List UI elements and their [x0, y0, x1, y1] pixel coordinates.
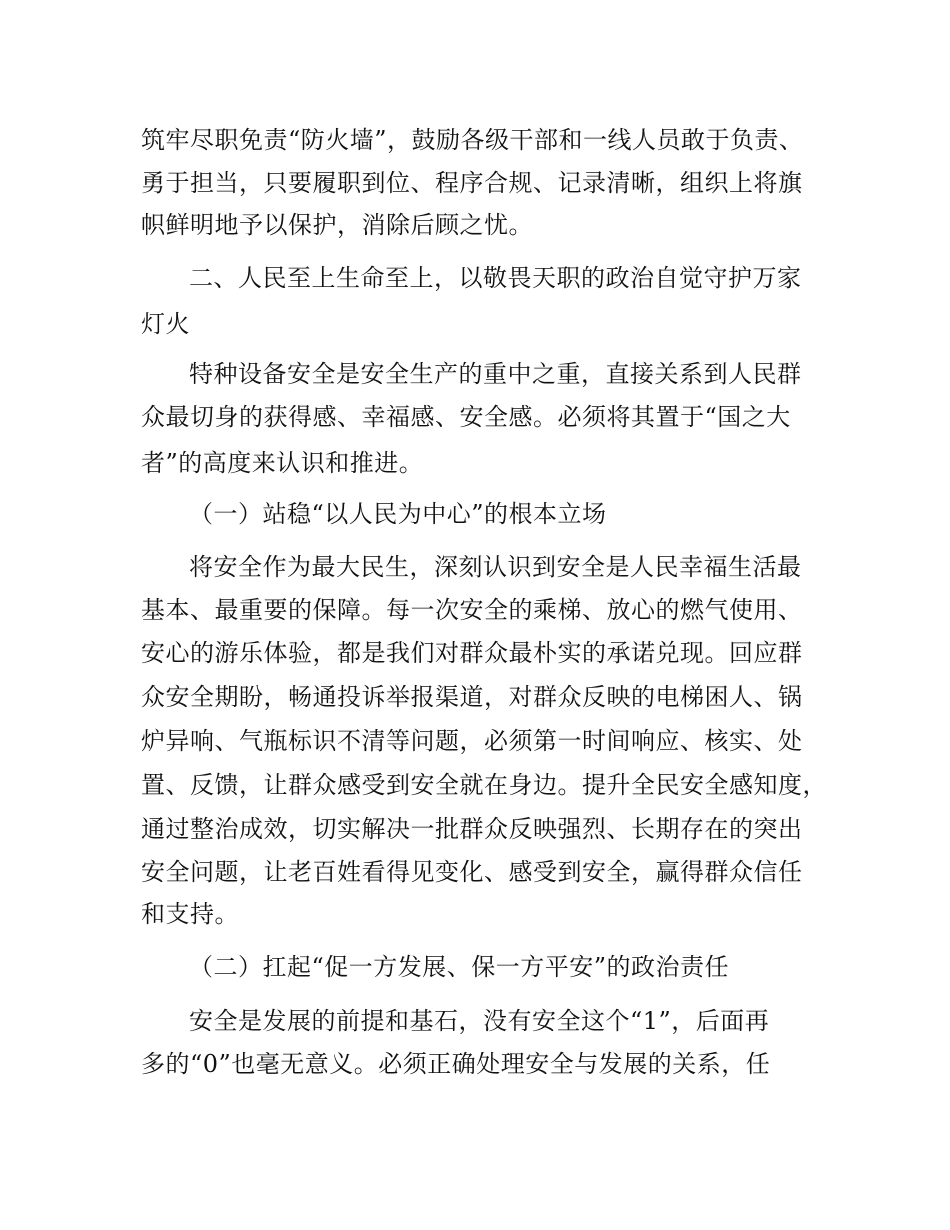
paragraph-line: 和支持。 [141, 900, 239, 928]
paragraph-line: 基本、最重要的保障。每一次安全的乘梯、放心的燃气使用、 [141, 596, 803, 624]
paragraph-line: 众安全期盼，畅通投诉举报渠道，对群众反映的电梯困人、锅 [141, 683, 803, 711]
paragraph-line: 帜鲜明地予以保护，消除后顾之忧。 [141, 211, 533, 239]
section-heading: 二、人民至上生命至上，以敬畏天职的政治自觉守护万家 [189, 264, 802, 292]
section-heading: 灯火 [141, 310, 190, 338]
subsection-heading: （二）扛起“促一方发展、保一方平安”的政治责任 [189, 953, 730, 981]
paragraph-line: 通过整治成效，切实解决一批群众反映强烈、长期存在的突出 [141, 815, 803, 843]
paragraph-line: 众最切身的获得感、幸福感、安全感。必须将其置于“国之大 [141, 403, 791, 431]
paragraph-line: 筑牢尽职免责“防火墙”，鼓励各级干部和一线人员敢于负责、 [141, 126, 804, 154]
paragraph-line: 安全是发展的前提和基石，没有安全这个“1”，后面再 [189, 1007, 770, 1035]
paragraph-line: 置、反馈，让群众感受到安全就在身边。提升全民安全感知度， [141, 771, 827, 799]
paragraph-line: 特种设备安全是安全生产的重中之重，直接关系到人民群 [189, 360, 802, 388]
paragraph-line: 炉异响、气瓶标识不清等问题，必须第一时间响应、核实、处 [141, 727, 803, 755]
paragraph-line: 将安全作为最大民生，深刻认识到安全是人民幸福生活最 [189, 553, 802, 581]
paragraph-line: 勇于担当，只要履职到位、程序合规、记录清晰，组织上将旗 [141, 169, 803, 197]
paragraph-line: 安全问题，让老百姓看得见变化、感受到安全，赢得群众信任 [141, 858, 803, 886]
paragraph-line: 多的“0”也毫无意义。必须正确处理安全与发展的关系，任 [141, 1050, 771, 1078]
paragraph-line: 安心的游乐体验，都是我们对群众最朴实的承诺兑现。回应群 [141, 639, 803, 667]
subsection-heading: （一）站稳“以人民为中心”的根本立场 [189, 500, 607, 528]
paragraph-line: 者”的高度来认识和推进。 [141, 449, 424, 477]
